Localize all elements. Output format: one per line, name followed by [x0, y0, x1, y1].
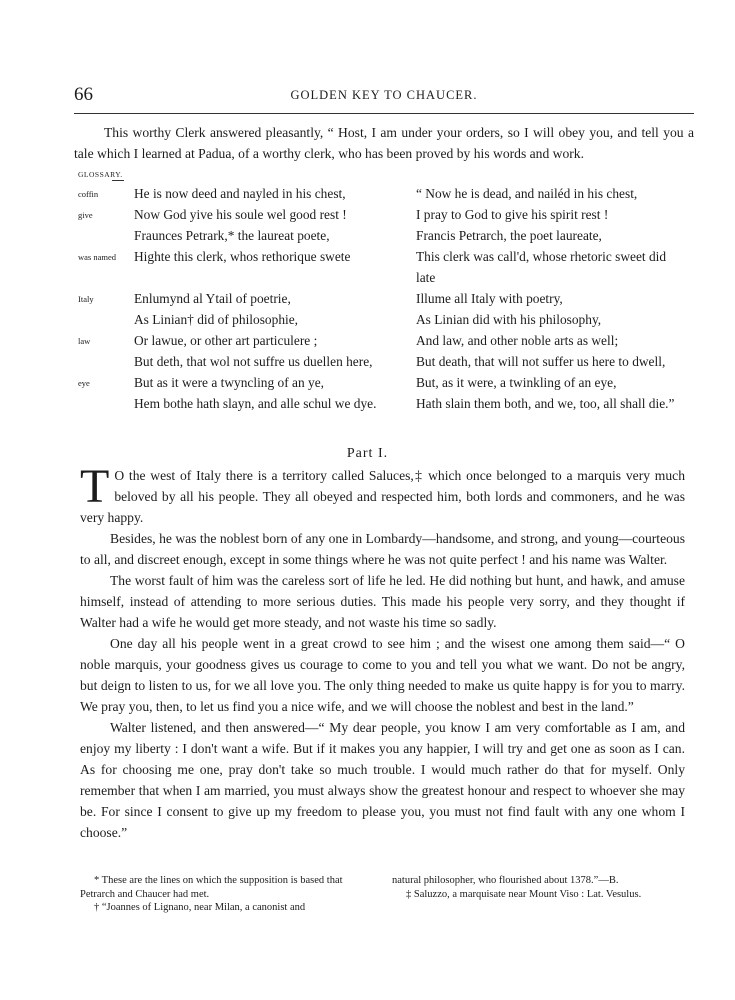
verse-line [78, 351, 694, 372]
original-verse: Hem bothe hath slayn, and alle schul we dye. [134, 396, 377, 411]
modern-verse: I pray to God to give his spirit rest ! [416, 207, 609, 222]
glossary-word: Italy [78, 294, 94, 304]
original-verse: Now God yive his soule wel good rest ! [134, 207, 347, 222]
original-verse: But deth, that wol not suffre us duellen here, [134, 354, 373, 369]
modern-verse: late [416, 270, 436, 285]
header-rule [74, 113, 694, 114]
glossary-word: give [78, 210, 93, 220]
glossary-word: coffin [78, 189, 99, 199]
verse-line [78, 288, 694, 309]
verse-line [78, 204, 694, 225]
original-verse: But as it were a twyncling of an ye, [134, 375, 325, 390]
part-heading: Part I. [346, 446, 389, 461]
original-verse: As Linian† did of philosophie, [134, 312, 299, 327]
glossary-word: eye [78, 378, 90, 388]
footnote-star: * These are the lines on which the supposition is based that Petrarch and Chaucer had met. [80, 875, 343, 900]
verse-line [78, 330, 694, 351]
footnote-dagger: † “Joannes of Lignano, near Milan, a canonist and [94, 902, 306, 913]
body-paragraph: The worst fault of him was the careless sort of life he led. He did nothing but hunt, and hawk, and amuse himself, instead of attending to more serious duties. This made his people very sorry, and they thought if Walter had a wife he would get more steady, and not waste his time so sadly. [80, 573, 685, 630]
modern-verse: “ Now he is dead, and nailéd in his chest, [416, 186, 638, 201]
original-verse: Fraunces Petrark,* the laureat poete, [134, 228, 330, 243]
verse-line [78, 225, 694, 246]
modern-verse: Hath slain them both, and we, too, all shall die.” [416, 396, 675, 411]
verse-line [78, 309, 694, 330]
verse-block [78, 183, 694, 414]
body-text [80, 460, 685, 843]
verse-line [78, 246, 694, 267]
modern-verse: Francis Petrarch, the poet laureate, [416, 228, 602, 243]
glossary-word: was named [78, 252, 117, 262]
modern-verse: This clerk was call'd, whose rhetoric sweet did [416, 249, 667, 264]
modern-verse: And law, and other noble arts as well; [416, 333, 619, 348]
verse-line [78, 372, 694, 393]
verse-line [78, 393, 694, 414]
modern-verse: But death, that will not suffer us here to dwell, [416, 354, 666, 369]
verse-line [78, 267, 694, 288]
footnote-dagger-cont: natural philosopher, who flourished about 1378.”—B. [392, 875, 619, 886]
page-number: 66 [74, 84, 93, 105]
body-paragraph: Walter listened, and then answered—“ My dear people, you know I am very comfortable as I am, and enjoy my liberty : I don't want a wife. But if it makes you any happier, I will try and get one as soon as I can. As for choosing me one, pray don't take so much trouble. I would much rather do that for myself. Only remember that when I am married, you must always show the greatest honour and respect to whoever she may be. For since I consent to give up my freedom to please you, you must not find fault with any one whom I choose.” [80, 720, 685, 840]
body-paragraph [80, 460, 685, 528]
original-verse: Highte this clerk, whos rethorique swete [134, 249, 351, 264]
footnotes-right [392, 874, 687, 901]
original-verse: Or lawue, or other art particulere ; [134, 333, 318, 348]
body-paragraph-text: O the west of Italy there is a territory called Saluces,‡ which once belonged to a marquis very much beloved by all his people. They all obeyed and respected him, both lords and commoners, and he was very happy. [80, 468, 685, 525]
original-verse: Enlumynd al Ytail of poetrie, [134, 291, 291, 306]
body-paragraph: One day all his people went in a great crowd to see him ; and the wisest one among them said—“ O noble marquis, your goodness gives us courage to come to you and tell you what we want. Do not be angry, but deign to listen to us, for we all love you. The only thing needed to make us quite happy is for you to marry. We pray you, then, to let us find you a nice wife, and we will choose the noblest and best in the land.” [80, 636, 685, 714]
modern-verse: As Linian did with his philosophy, [416, 312, 602, 327]
verse-line [78, 183, 694, 204]
modern-verse: But, as it were, a twinkling of an eye, [416, 375, 617, 390]
modern-verse: Illume all Italy with poetry, [416, 291, 563, 306]
running-title: GOLDEN KEY TO CHAUCER. [290, 88, 478, 102]
drop-cap: T [80, 460, 110, 513]
body-paragraph: Besides, he was the noblest born of any one in Lombardy—handsome, and strong, and young—courteous to all, and discreet enough, except in some things where he was not quite perfect ! and his name was Walter. [80, 531, 685, 567]
page-header [74, 84, 694, 106]
footnote-double-dagger: ‡ Saluzzo, a marquisate near Mount Viso : Lat. Vesulus. [406, 888, 642, 900]
original-verse: He is now deed and nayled in his chest, [134, 186, 346, 201]
footnotes-left [80, 874, 380, 915]
intro-paragraph: This worthy Clerk answered pleasantly, “ Host, I am under your orders, so I will obey you, and tell you a tale which I learned at Padua, of a worthy clerk, who has been proved by his words and work. [74, 125, 694, 161]
glossary-label: GLOSSARY. [78, 170, 123, 179]
glossary-word: law [78, 336, 91, 346]
